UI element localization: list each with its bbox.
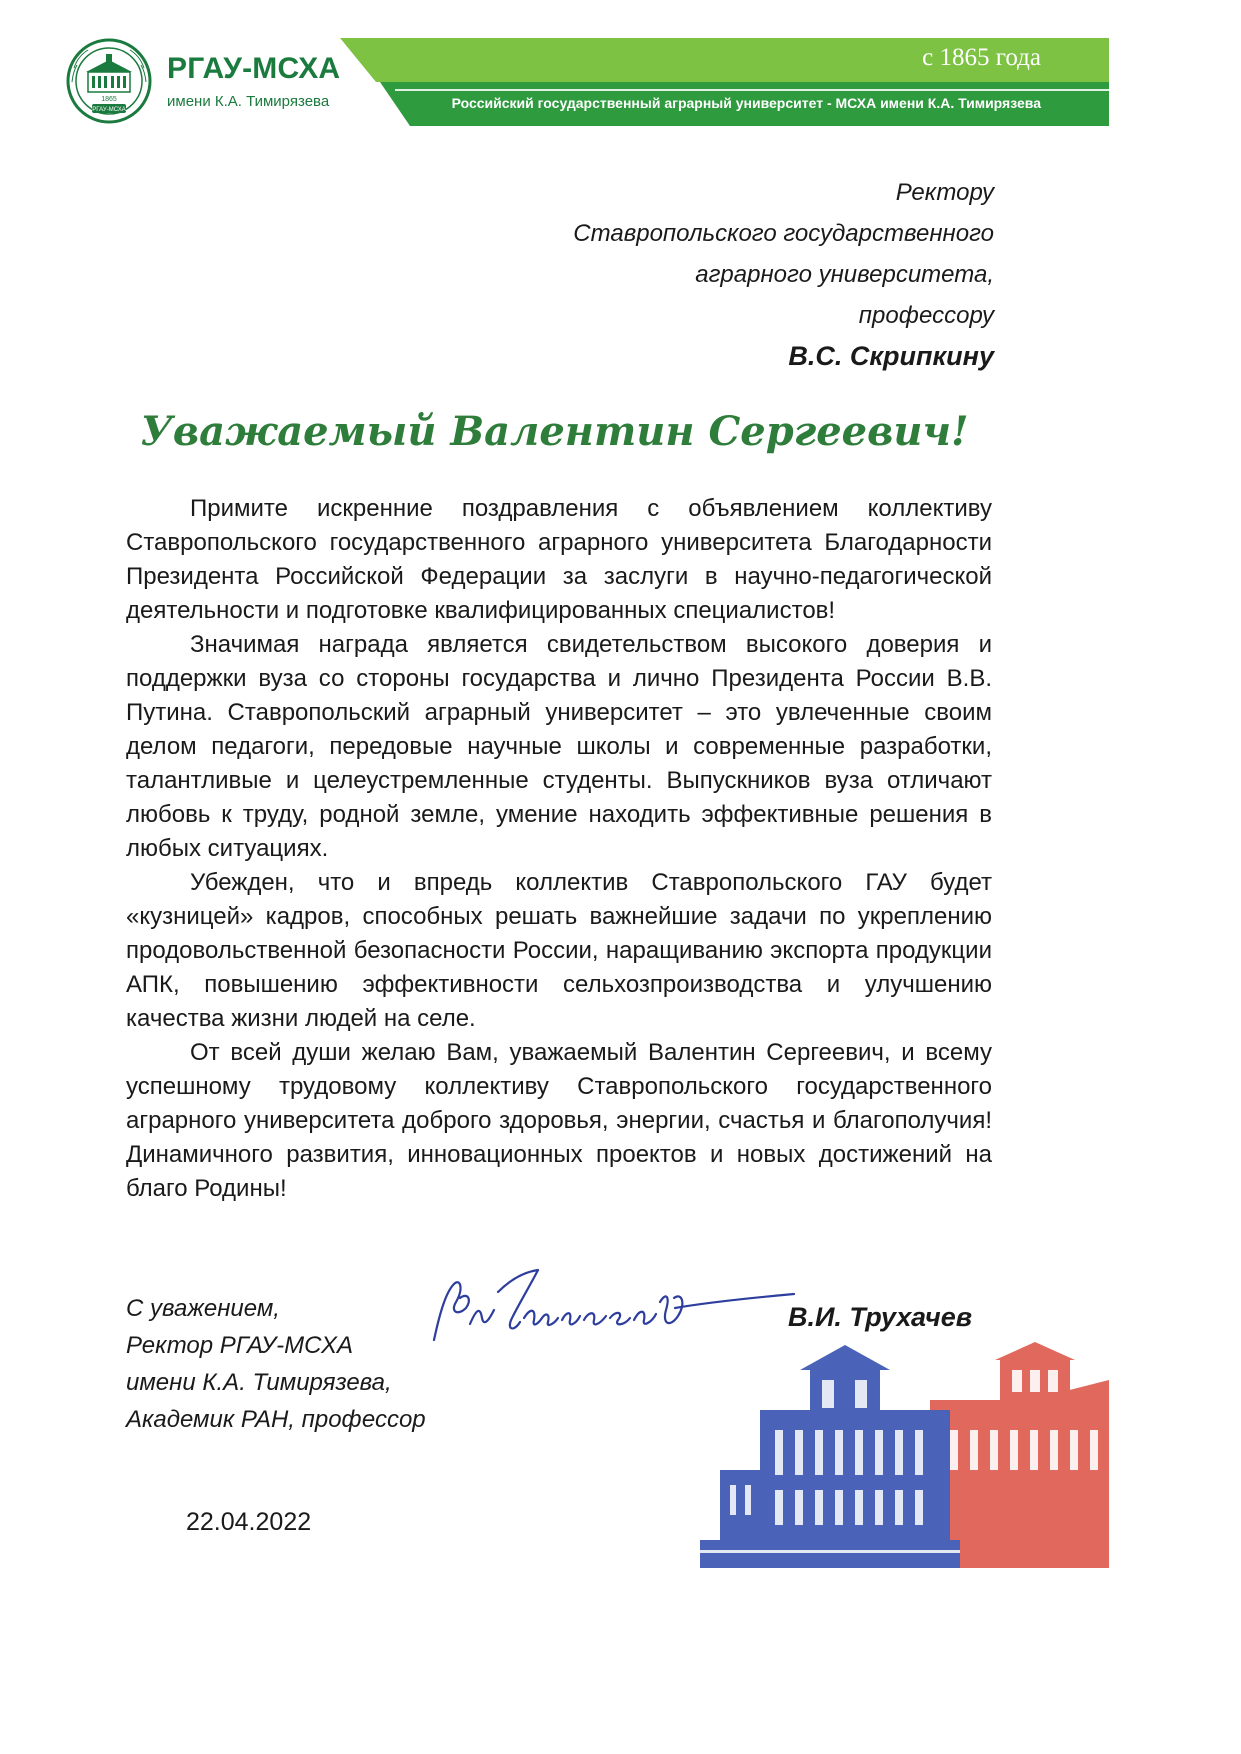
addressee-name: В.С. Скрипкину <box>788 341 994 371</box>
salutation: Уважаемый Валентин Сергеевич! <box>140 408 969 455</box>
closing-line: Академик РАН, профессор <box>126 1406 426 1433</box>
letter-date: 22.04.2022 <box>186 1508 312 1536</box>
body-paragraph: Примите искренние поздравления с объявлением коллективу Ставропольского государственного аграрного университета Благодарности Президента Российской Федерации за заслуги в научно-педагогической деятельности и подготовке квалифицированных специалистов! <box>126 495 992 624</box>
university-full-name: Российский государственный аграрный университет - МСХА имени К.А. Тимирязева <box>451 95 1041 111</box>
addressee-line: аграрного университета, <box>695 261 994 288</box>
closing-line: Ректор РГАУ-МСХА <box>126 1332 353 1359</box>
logo-name: РГАУ-МСХА <box>167 52 341 85</box>
closing-line: С уважением, <box>126 1295 280 1322</box>
logo-year: 1865 <box>101 96 117 103</box>
closing-line: имени К.А. Тимирязева, <box>126 1369 392 1396</box>
addressee-block <box>573 172 994 377</box>
addressee-line: профессору <box>858 302 994 329</box>
addressee-line: Ректору <box>895 179 994 206</box>
body-paragraph: От всей души желаю Вам, уважаемый Валентин Сергеевич, и всему успешному трудовому коллективу Ставропольского государственного аграрного университета доброго здоровья, энергии, счастья и благополучия! Динамичного развития, инновационных проектов и новых достижений на благо Родины! <box>126 1039 992 1202</box>
addressee-line: Ставропольского государственного <box>573 220 994 247</box>
university-building-illustration <box>700 1340 1109 1568</box>
logo-subname: имени К.А. Тимирязева <box>167 93 330 110</box>
handwritten-signature <box>420 1262 800 1372</box>
signer-name: В.И. Трухачев <box>788 1302 973 1332</box>
logo-ring-text: РГАУ-МСХА <box>92 107 126 113</box>
university-emblem-icon <box>66 38 152 124</box>
header-band-divider <box>395 89 1109 91</box>
body-paragraph: Значимая награда является свидетельством высокого доверия и поддержки вуза со стороны государства и лично Президента России В.В. Путина. Ставропольский аграрный университет – это увлеченные своим делом педагоги, передовые научные школы и современные разработки, талантливые и целеустремленные студенты. Выпускников вуза отличают любовь к труду, родной земле, умение находить эффективные решения в любых ситуациях. <box>126 631 992 862</box>
closing-block <box>126 1290 426 1438</box>
since-year: с 1865 года <box>922 44 1041 71</box>
body-paragraph: Убежден, что и впредь коллектив Ставропольского ГАУ будет «кузницей» кадров, способных решать важнейшие задачи по укреплению продовольственной безопасности России, наращиванию экспорта продукции АПК, повышению эффективности сельхозпроизводства и улучшению качества жизни людей на селе. <box>126 869 992 1032</box>
letter-body <box>126 492 992 1206</box>
